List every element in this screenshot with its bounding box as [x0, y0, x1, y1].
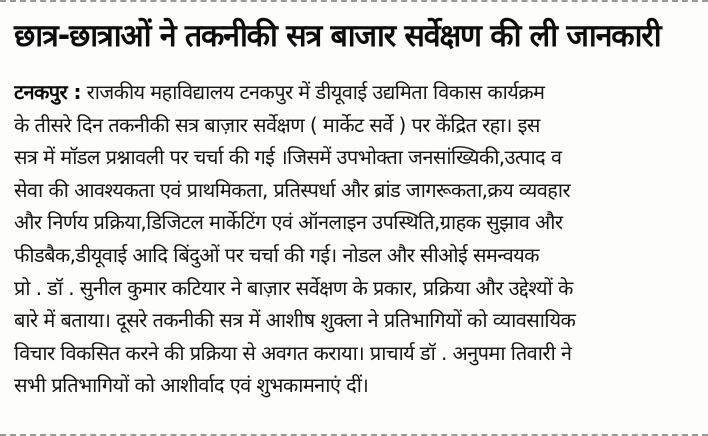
body-line-1 [14, 76, 704, 109]
body-line-2: के तीसरे दिन तकनीकी सत्र बाज़ार सर्वेक्षण ( मार्केट सर्वे ) पर केंद्रित रहा। इस [14, 112, 540, 137]
body-line-7: प्रो . डॉ . सुनील कुमार कटियार ने बाज़ार सर्वेक्षण के प्रकार, प्रक्रिया और उद्देश्यों के [14, 275, 573, 300]
body-line-1-text: राजकीय महाविद्यालय टनकपुर में डीयूवाई उद्यमिता विकास कार्यक्रम [80, 80, 545, 104]
body-line-8: बारे में बताया। दूसरे तकनीकी सत्र में आशीष शुक्ला ने प्रतिभागियों को व्यावसायिक [14, 308, 576, 333]
body-line-3: सत्र में मॉडल प्रश्नावली पर चर्चा की गई ।जिसमें उपभोक्ता जनसांख्यिकी,उत्पाद व [14, 145, 562, 170]
body-line-4: सेवा की आवश्यकता एवं प्राथमिकता, प्रतिस्पर्धा और ब्रांड जागरूकता,क्रय व्यवहार [14, 177, 571, 202]
body-line-5: और निर्णय प्रक्रिया,डिजिटल मार्केटिंग एवं ऑनलाइन उपस्थिति,ग्राहक सुझाव और [14, 210, 563, 235]
body-line-6: फीडबैक,डीयूवाई आदि बिंदुओं पर चर्चा की गई। नोडल और सीओई समन्वयक [14, 242, 539, 267]
body-line-9: विचार विकसित करने की प्रक्रिया से अवगत कराया। प्राचार्य डॉ . अनुपमा तिवारी ने [14, 340, 572, 365]
body-line-10: सभी प्रतिभागियों को आशीर्वाद एवं शुभकामनाएं दीं। [14, 373, 369, 398]
headline: छात्र-छात्राओं ने तकनीकी सत्र बाजार सर्वेक्षण की ली जानकारी [14, 18, 661, 54]
dateline: टनकपुर : [14, 80, 81, 104]
article-body [14, 76, 704, 402]
